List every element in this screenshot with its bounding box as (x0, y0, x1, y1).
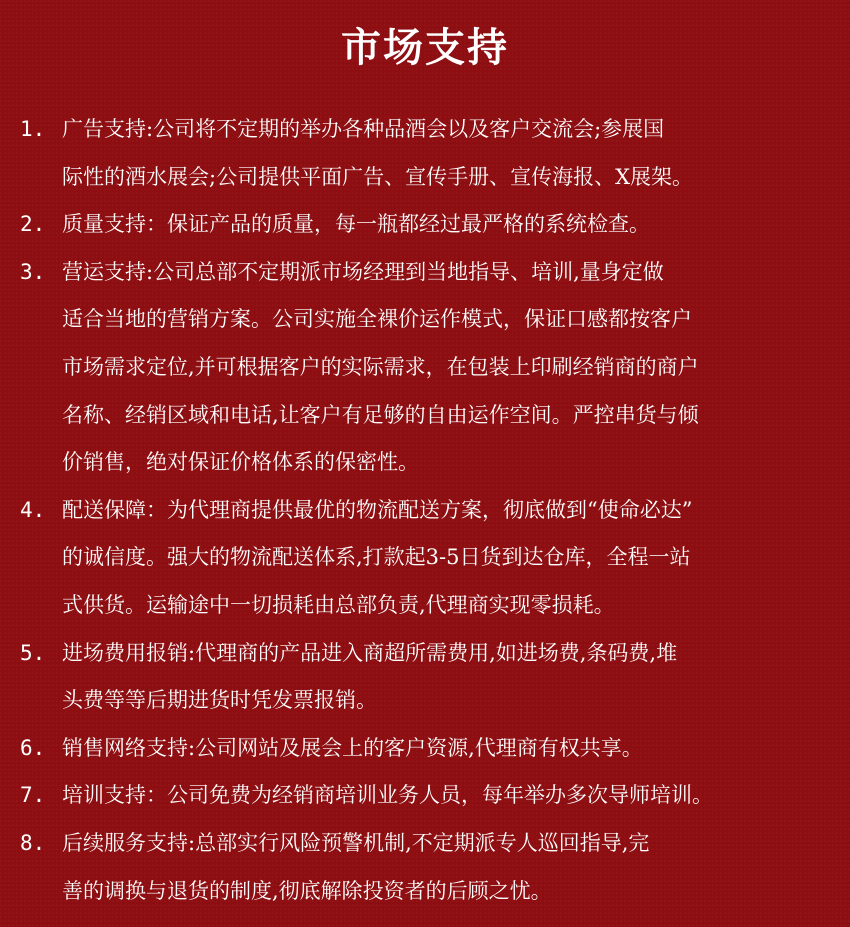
item-text-line: 价销售，绝对保证价格体系的保密性。 (62, 450, 419, 475)
item-text-line: 广告支持:公司将不定期的举办各种品酒会以及客户交流会;参展国 (62, 117, 665, 141)
item-text-line: 进场费用报销:代理商的产品进入商超所需费用,如进场费,条码费,堆 (62, 640, 678, 665)
item-text-line: 际性的酒水展会;公司提供平面广告、宣传手册、宣传海报、X展架。 (62, 164, 694, 189)
item-number: 6. (20, 735, 46, 760)
item-text-line: 名称、经销区域和电话,让客户有足够的自由运作空间。严控串货与倾 (62, 402, 699, 427)
item-text-line: 善的调换与退货的制度,彻底解除投资者的后顾之忧。 (62, 878, 552, 903)
item-text-line: 销售网络支持:公司网站及展会上的客户资源,代理商有权共享。 (62, 735, 643, 760)
item-number: 5. (20, 640, 46, 665)
list-item-7 (20, 772, 840, 820)
list-item-1 (20, 106, 840, 201)
item-number: 2. (20, 212, 46, 237)
item-text-line: 式供货。运输途中一切损耗由总部负责,代理商实现零损耗。 (62, 592, 615, 617)
page-title: 市场支持 (341, 24, 509, 71)
item-number: 4. (20, 497, 46, 522)
item-text-line: 后续服务支持:总部实行风险预警机制,不定期派专人巡回指导,完 (62, 830, 650, 855)
item-text-line: 市场需求定位,并可根据客户的实际需求，在包装上印刷经销商的商户 (62, 354, 699, 379)
item-text-line: 的诚信度。强大的物流配送体系,打款起3-5日货到达仓库，全程一站 (62, 545, 691, 570)
item-number: 1. (20, 117, 46, 141)
list-item-2 (20, 201, 840, 249)
list-item-6 (20, 725, 840, 773)
item-number: 8. (20, 830, 46, 855)
item-number: 7. (20, 783, 46, 808)
item-text-line: 培训支持：公司免费为经销商培训业务人员，每年举办多次导师培训。 (62, 783, 713, 808)
item-text-line: 适合当地的营销方案。公司实施全裸价运作模式，保证口感都按客户 (62, 307, 692, 332)
item-text-line: 配送保障：为代理商提供最优的物流配送方案，彻底做到“使命必达” (62, 497, 693, 522)
item-text-line: 营运支持:公司总部不定期派市场经理到当地指导、培训,量身定做 (62, 259, 664, 284)
list-item-5 (20, 630, 840, 725)
item-number: 3. (20, 259, 46, 284)
list-item-8 (20, 820, 840, 915)
support-list (20, 106, 840, 915)
list-item-3 (20, 249, 840, 487)
list-item-4 (20, 487, 840, 630)
item-text-line: 头费等等后期进货时凭发票报销。 (62, 688, 377, 713)
item-text-line: 质量支持：保证产品的质量，每一瓶都经过最严格的系统检查。 (62, 212, 650, 237)
